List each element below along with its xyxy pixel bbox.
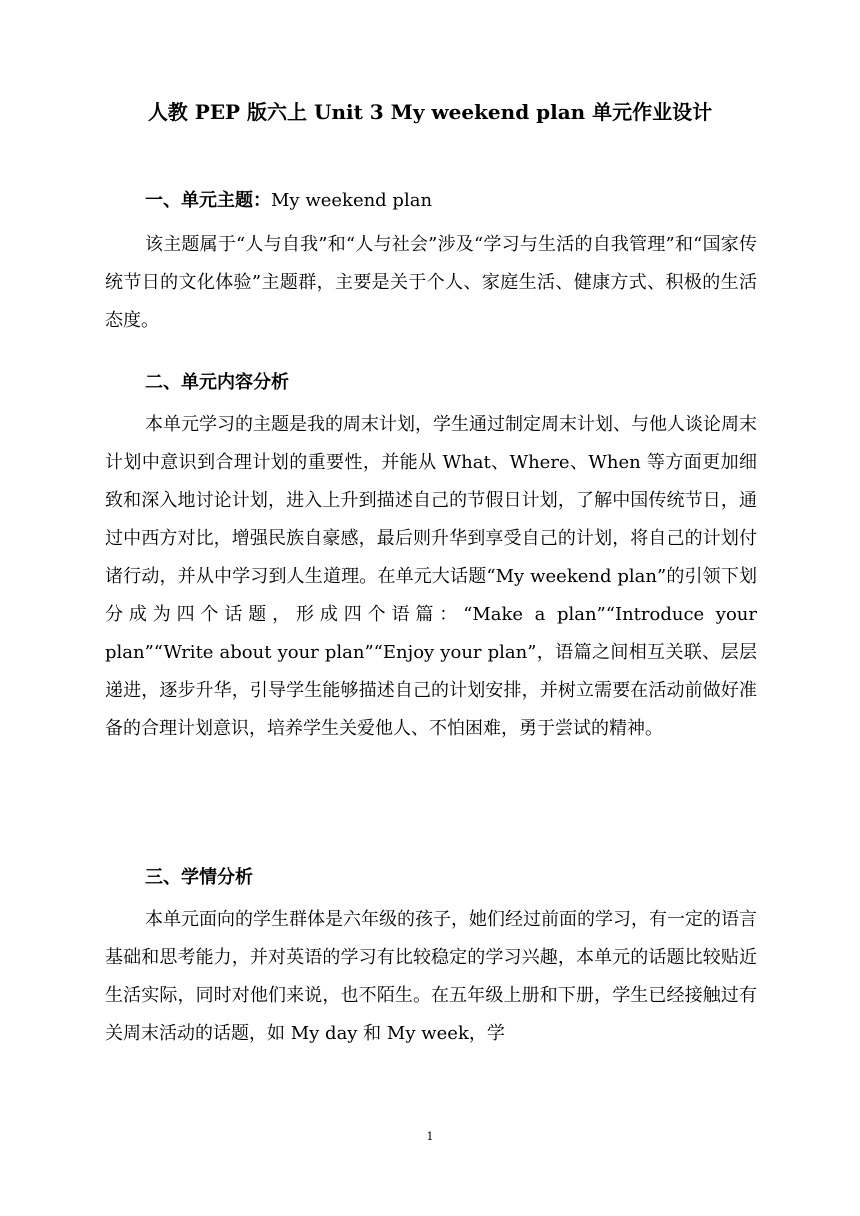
section-label: 三、学情分析: [145, 867, 253, 888]
section-heading-content-analysis: [145, 368, 289, 398]
paragraph-content-analysis: 本单元学习的主题是我的周末计划，学生通过制定周末计划、与他人谈论周末计划中意识到合理计划的重要性，并能从 What、Where、When 等方面更加细致和深入地讨论计划，进入上升到描述自己的节假日计划，了解中国传统节日，通过中西方对比，增强民族自豪感，最后则升华到享受自己的计划，将自己的计划付诸行动，并从中学习到人生道理。在单元大话题“My weekend plan”的引领下划分成为四个话题，形成四个语篇：“Make a plan”“Introduce your plan”“Write about your plan”“Enjoy your plan”，语篇之间相互关联、层层递进，逐步升华，引导学生能够描述自己的计划安排，并树立需要在活动前做好准备的合理计划意识，培养学生关爱他人、不怕困难，勇于尝试的精神。: [105, 414, 757, 739]
section-value: My weekend plan: [271, 190, 433, 211]
section-heading-student-analysis: [145, 863, 253, 893]
page-number: 1: [426, 1130, 434, 1143]
section-label: 二、单元内容分析: [145, 372, 289, 393]
paragraph-student-analysis: 本单元面向的学生群体是六年级的孩子，她们经过前面的学习，有一定的语言基础和思考能力，并对英语的学习有比较稳定的学习兴趣，本单元的话题比较贴近生活实际，同时对他们来说，也不陌生。在五年级上册和下册，学生已经接触过有关周末活动的话题，如 My day 和 My week，学: [105, 909, 757, 1044]
paragraph-unit-theme: 该主题属于“人与自我”和“人与社会”涉及“学习与生活的自我管理”和“国家传统节日的文化体验”主题群，主要是关于个人、家庭生活、健康方式、积极的生活态度。: [105, 234, 757, 331]
section-label: 一、单元主题：: [145, 190, 271, 211]
section-heading-unit-theme: [145, 186, 432, 216]
document-title: 人教 PEP 版六上 Unit 3 My weekend plan 单元作业设计: [147, 100, 713, 124]
